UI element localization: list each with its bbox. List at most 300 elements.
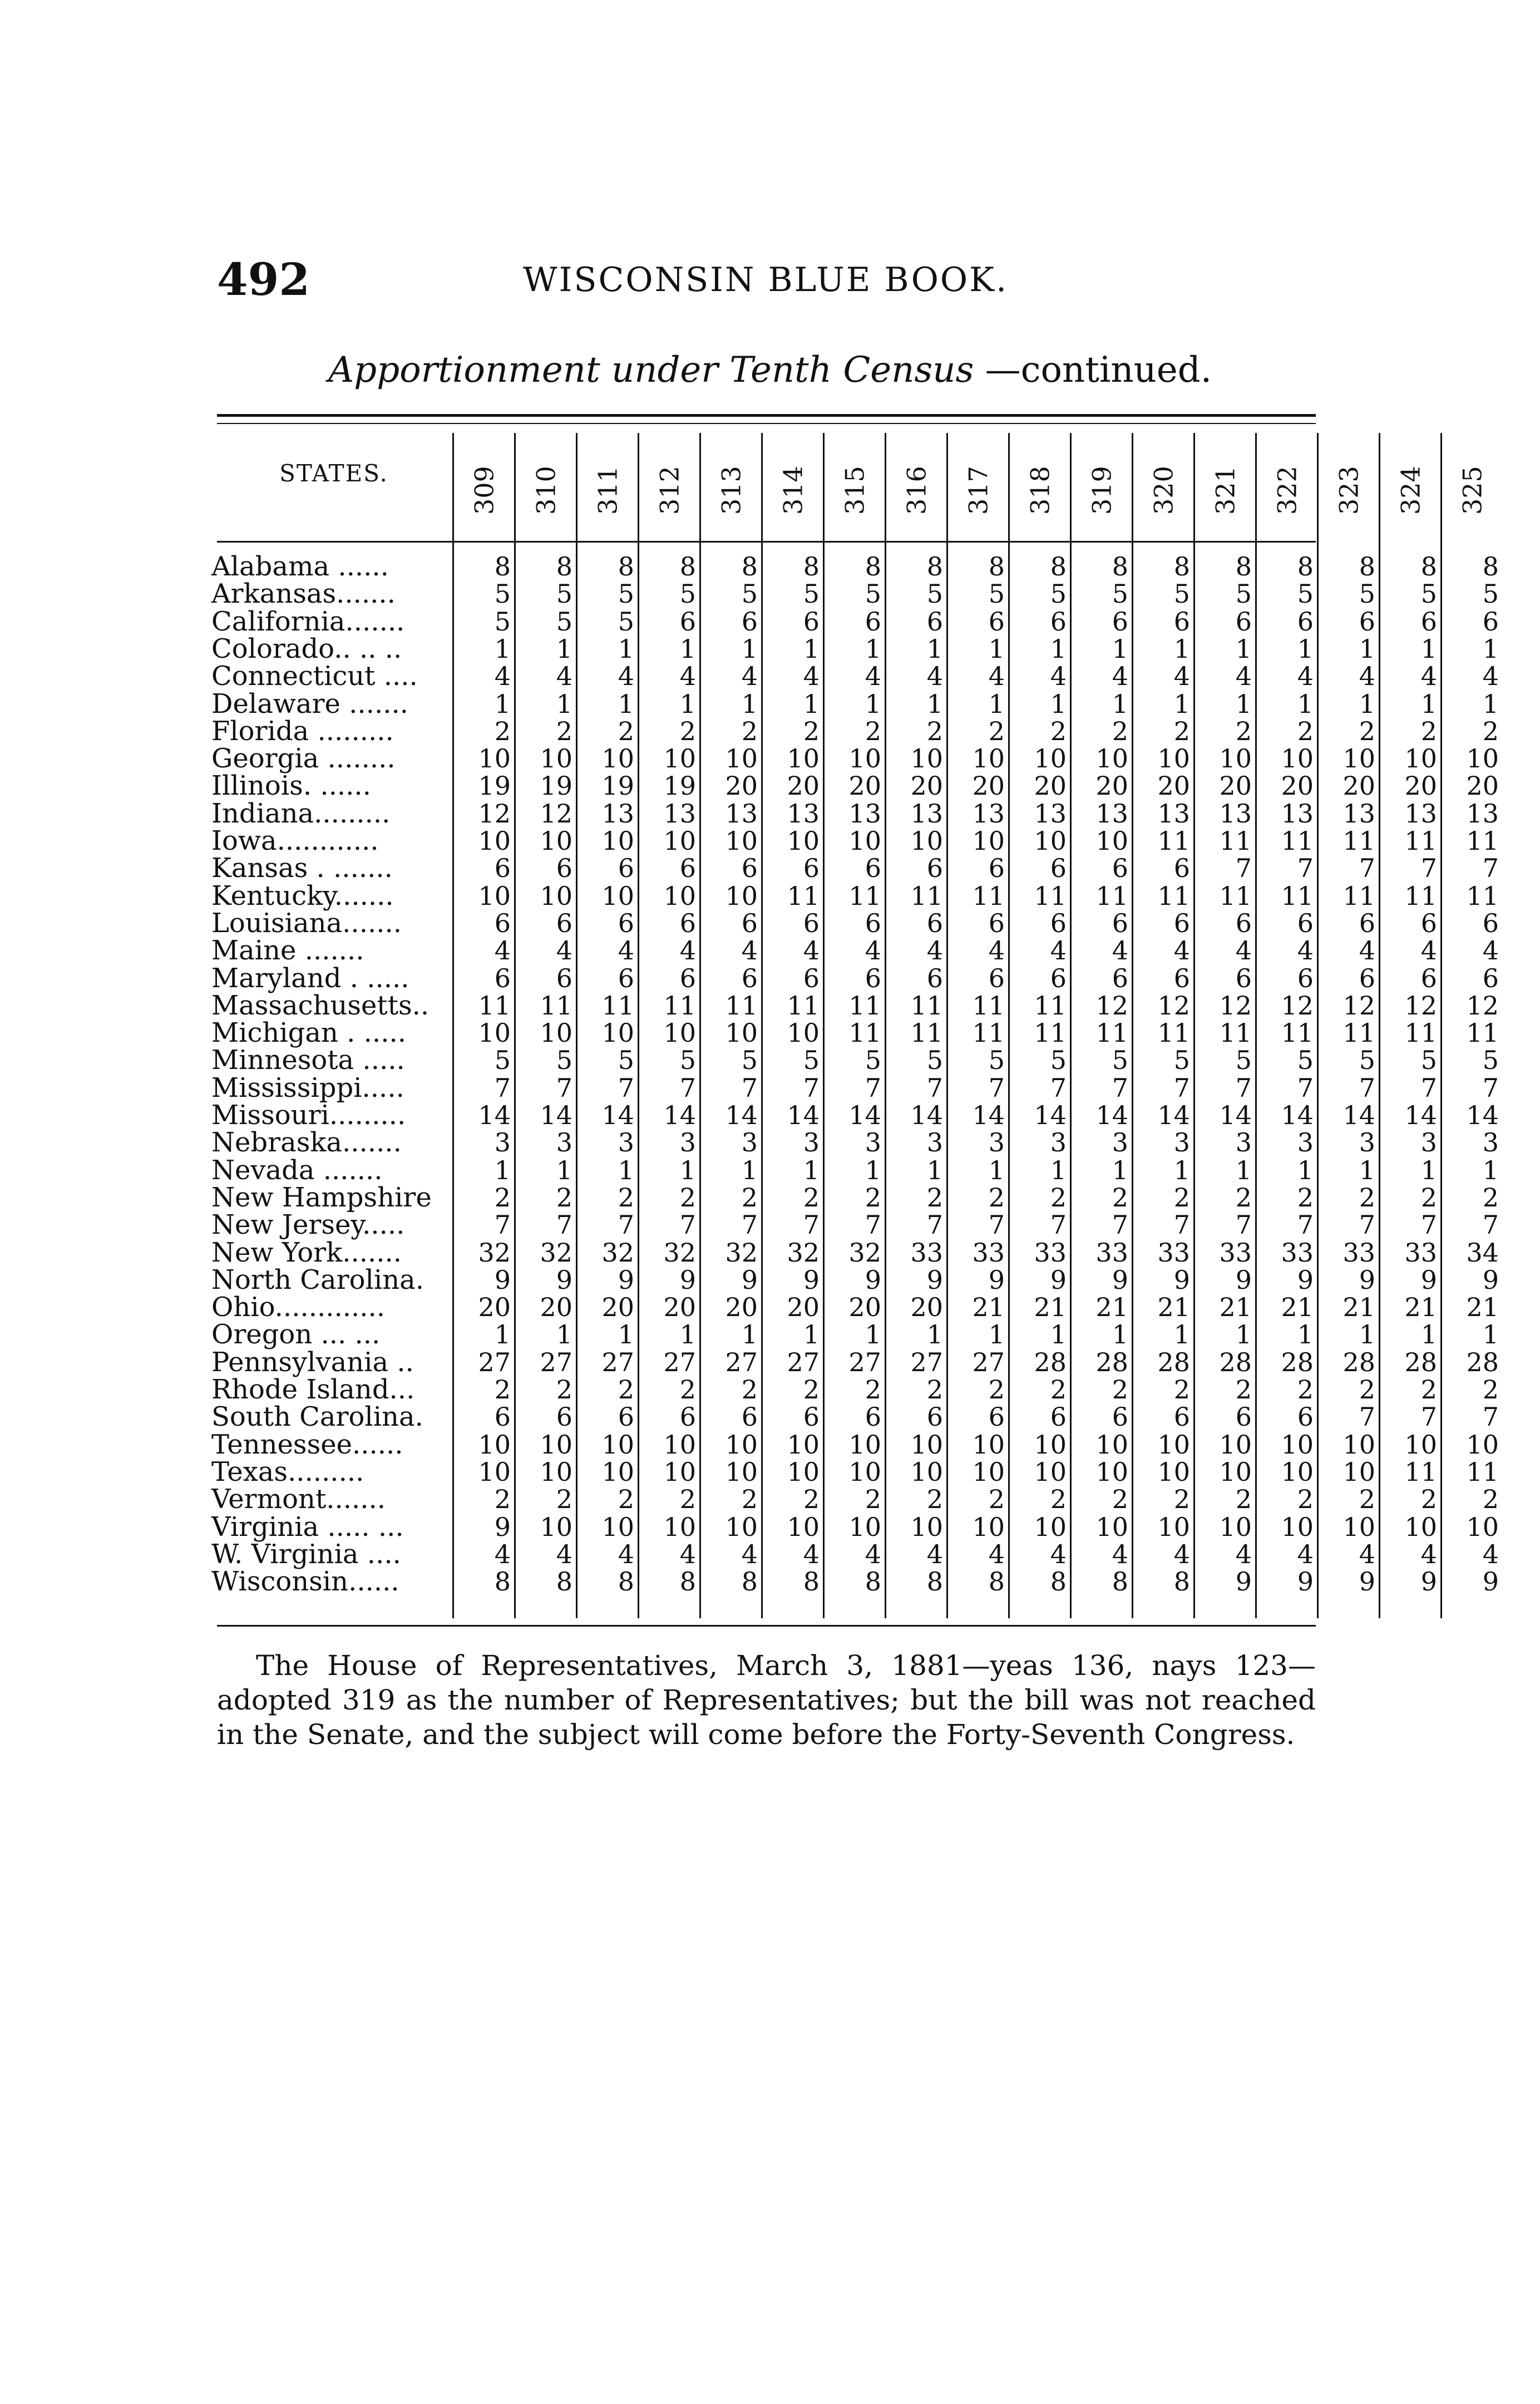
table-cell: 6	[865, 1402, 881, 1432]
table-cell: 6	[988, 908, 1005, 938]
table-cell: 11	[910, 1018, 943, 1048]
table-cell: 14	[540, 1100, 572, 1130]
table-cell: 4	[494, 1539, 511, 1569]
state-name: Wisconsin......	[211, 1566, 399, 1598]
table-cell: 9	[679, 1264, 696, 1295]
table-cell: 6	[618, 1402, 634, 1432]
table-cell: 5	[1235, 579, 1252, 609]
table-cell: 13	[663, 798, 696, 829]
table-cell: 2	[988, 1182, 1005, 1213]
table-cell: 20	[972, 771, 1005, 801]
table-cell: 10	[1404, 1429, 1437, 1460]
table-cell: 10	[601, 1456, 634, 1487]
column-divider	[1193, 433, 1195, 1618]
table-cell: 10	[787, 826, 820, 856]
table-cell: 7	[679, 1072, 696, 1103]
table-cell: 3	[1482, 1127, 1499, 1158]
table-cell: 27	[910, 1347, 943, 1377]
table-cell: 8	[679, 1566, 696, 1597]
table-cell: 14	[910, 1100, 943, 1130]
table-cell: 14	[848, 1100, 881, 1130]
table-cell: 2	[803, 1484, 820, 1515]
table-cell: 6	[494, 908, 511, 938]
table-cell: 11	[1466, 826, 1499, 856]
table-cell: 2	[1482, 1484, 1499, 1515]
table-cell: 14	[1219, 1100, 1252, 1130]
table-cell: 10	[1034, 743, 1067, 774]
table-cell: 2	[494, 1484, 511, 1515]
table-cell: 2	[1359, 1182, 1375, 1213]
table-cell: 1	[1173, 633, 1190, 664]
table-cell: 1	[494, 633, 511, 664]
table-cell: 6	[926, 1402, 943, 1432]
table-cell: 2	[741, 1375, 758, 1405]
table-cell: 10	[972, 1429, 1005, 1460]
table-cell: 2	[741, 1484, 758, 1515]
table-cell: 21	[1157, 1292, 1190, 1323]
table-cell: 3	[1112, 1127, 1128, 1158]
table-cell: 7	[1359, 1210, 1375, 1240]
table-cell: 4	[1359, 661, 1375, 692]
table-cell: 2	[1112, 1375, 1128, 1405]
table-cell: 10	[787, 1456, 820, 1487]
table-cell: 2	[865, 716, 881, 746]
column-header: 312	[654, 466, 685, 515]
table-cell: 7	[1482, 1402, 1499, 1432]
table-cell: 10	[1157, 743, 1190, 774]
table-cell: 1	[1482, 1319, 1499, 1350]
table-cell: 10	[848, 1429, 881, 1460]
table-cell: 13	[1342, 798, 1375, 829]
table-cell: 9	[1173, 1264, 1190, 1295]
table-cell: 8	[556, 1566, 572, 1597]
table-cell: 1	[1482, 688, 1499, 719]
table-cell: 10	[1219, 743, 1252, 774]
table-cell: 2	[494, 1375, 511, 1405]
table-cell: 2	[926, 1484, 943, 1515]
table-cell: 11	[1034, 1018, 1067, 1048]
table-cell: 6	[1173, 853, 1190, 884]
table-cell: 3	[556, 1127, 572, 1158]
table-cell: 10	[910, 1511, 943, 1542]
table-cell: 4	[1112, 1539, 1128, 1569]
table-cell: 2	[865, 1375, 881, 1405]
table-cell: 6	[1482, 963, 1499, 993]
table-cell: 4	[1235, 935, 1252, 966]
table-cell: 11	[910, 880, 943, 911]
table-cell: 6	[926, 853, 943, 884]
table-cell: 4	[494, 935, 511, 966]
table-cell: 6	[494, 1402, 511, 1432]
table-cell: 1	[618, 633, 634, 664]
table-cell: 3	[1173, 1127, 1190, 1158]
table-cell: 9	[1420, 1264, 1437, 1295]
table-cell: 7	[926, 1072, 943, 1103]
table-cell: 11	[1095, 1018, 1128, 1048]
state-name: Maryland . .....	[211, 962, 409, 994]
table-cell: 2	[1297, 1182, 1314, 1213]
state-name: Arkansas.......	[211, 578, 396, 610]
table-cell: 8	[926, 551, 943, 582]
table-cell: 8	[1050, 1566, 1067, 1597]
state-name: Indiana.........	[211, 797, 391, 829]
table-cell: 7	[1420, 1210, 1437, 1240]
table-cell: 33	[1404, 1237, 1437, 1268]
table-cell: 14	[1404, 1100, 1437, 1130]
table-cell: 10	[1034, 1511, 1067, 1542]
table-cell: 6	[679, 606, 696, 637]
table-cell: 3	[1050, 1127, 1067, 1158]
table-cell: 6	[741, 908, 758, 938]
table-cell: 10	[1404, 1511, 1437, 1542]
table-cell: 11	[787, 990, 820, 1021]
table-cell: 1	[1482, 633, 1499, 664]
state-name: Tennessee......	[211, 1428, 403, 1460]
table-cell: 12	[1466, 990, 1499, 1021]
table-cell: 5	[1050, 579, 1067, 609]
table-cell: 1	[988, 633, 1005, 664]
table-cell: 1	[618, 1319, 634, 1350]
table-cell: 4	[1050, 935, 1067, 966]
table-cell: 11	[972, 1018, 1005, 1048]
table-cell: 10	[1095, 826, 1128, 856]
state-name: Oregon ... ...	[211, 1319, 381, 1351]
table-cell: 4	[926, 935, 943, 966]
table-cell: 21	[1034, 1292, 1067, 1323]
table-cell: 11	[1404, 826, 1437, 856]
table-cell: 7	[1297, 853, 1314, 884]
table-cell: 5	[1173, 1045, 1190, 1076]
table-cell: 8	[556, 551, 572, 582]
table-cell: 10	[1342, 1511, 1375, 1542]
table-cell: 4	[1359, 935, 1375, 966]
table-cell: 10	[1095, 1511, 1128, 1542]
table-cell: 20	[1404, 771, 1437, 801]
table-cell: 11	[601, 990, 634, 1021]
table-cell: 6	[1359, 606, 1375, 637]
table-cell: 7	[1359, 853, 1375, 884]
state-name: New Jersey.....	[211, 1209, 405, 1241]
table-cell: 10	[1466, 743, 1499, 774]
table-cell: 6	[1297, 908, 1314, 938]
table-cell: 9	[1420, 1566, 1437, 1597]
table-cell: 10	[478, 1456, 511, 1487]
table-cell: 4	[1297, 935, 1314, 966]
table-cell: 11	[848, 1018, 881, 1048]
table-cell: 10	[601, 1018, 634, 1048]
table-cell: 1	[1420, 1155, 1437, 1185]
table-cell: 11	[972, 880, 1005, 911]
table-cell: 27	[725, 1347, 758, 1377]
table-cell: 4	[988, 661, 1005, 692]
column-header: 309	[469, 466, 500, 515]
table-cell: 32	[540, 1237, 572, 1268]
table-cell: 1	[1235, 1319, 1252, 1350]
table-cell: 11	[1466, 880, 1499, 911]
table-cell: 6	[741, 853, 758, 884]
table-cell: 4	[1482, 1539, 1499, 1569]
table-cell: 4	[865, 661, 881, 692]
table-cell: 11	[1219, 880, 1252, 911]
table-cell: 1	[1420, 688, 1437, 719]
table-cell: 10	[601, 1429, 634, 1460]
table-cell: 14	[1281, 1100, 1314, 1130]
table-cell: 10	[1281, 1511, 1314, 1542]
table-cell: 14	[725, 1100, 758, 1130]
table-cell: 2	[741, 716, 758, 746]
table-cell: 6	[1420, 908, 1437, 938]
table-cell: 10	[1034, 1456, 1067, 1487]
table-cell: 3	[679, 1127, 696, 1158]
table-cell: 4	[803, 1539, 820, 1569]
table-cell: 12	[1219, 990, 1252, 1021]
table-cell: 2	[926, 1182, 943, 1213]
table-cell: 8	[741, 551, 758, 582]
column-header: 310	[531, 466, 561, 515]
table-cell: 4	[741, 935, 758, 966]
table-cell: 2	[1050, 1182, 1067, 1213]
table-cell: 6	[1420, 606, 1437, 637]
table-cell: 11	[1219, 826, 1252, 856]
table-cell: 6	[679, 963, 696, 993]
state-name: North Carolina.	[211, 1264, 424, 1295]
table-cell: 7	[865, 1072, 881, 1103]
table-cell: 2	[1235, 716, 1252, 746]
table-cell: 11	[787, 880, 820, 911]
table-cell: 7	[803, 1072, 820, 1103]
table-cell: 1	[1359, 1319, 1375, 1350]
table-cell: 6	[618, 963, 634, 993]
table-cell: 2	[1482, 1375, 1499, 1405]
table-cell: 4	[679, 1539, 696, 1569]
table-cell: 11	[1404, 1456, 1437, 1487]
table-cell: 10	[787, 743, 820, 774]
state-name: Rhode Island...	[211, 1374, 415, 1405]
table-cell: 5	[741, 1045, 758, 1076]
state-name: South Carolina.	[211, 1401, 423, 1433]
table-cell: 19	[663, 771, 696, 801]
table-cell: 1	[1112, 1319, 1128, 1350]
table-cell: 4	[1482, 661, 1499, 692]
table-cell: 13	[601, 798, 634, 829]
column-header: 315	[840, 466, 870, 515]
table-cell: 5	[1359, 579, 1375, 609]
table-cell: 20	[601, 1292, 634, 1323]
table-cell: 8	[494, 551, 511, 582]
table-cell: 4	[1173, 1539, 1190, 1569]
table-cell: 4	[1112, 661, 1128, 692]
table-cell: 4	[865, 935, 881, 966]
table-cell: 20	[1281, 771, 1314, 801]
table-cell: 2	[1420, 1484, 1437, 1515]
table-cell: 2	[1420, 716, 1437, 746]
column-header: 317	[963, 466, 994, 515]
column-divider	[452, 433, 454, 1618]
table-cell: 21	[1219, 1292, 1252, 1323]
table-cell: 12	[1157, 990, 1190, 1021]
table-cell: 33	[1034, 1237, 1067, 1268]
table-cell: 2	[618, 1182, 634, 1213]
table-cell: 10	[540, 1456, 572, 1487]
table-cell: 7	[556, 1072, 572, 1103]
table-cell: 6	[1359, 908, 1375, 938]
table-cell: 13	[1095, 798, 1128, 829]
table-cell: 10	[663, 1429, 696, 1460]
table-cell: 1	[1235, 1155, 1252, 1185]
table-cell: 10	[663, 880, 696, 911]
table-cell: 1	[494, 688, 511, 719]
table-cell: 20	[910, 1292, 943, 1323]
table-cell: 13	[1466, 798, 1499, 829]
table-cell: 10	[972, 743, 1005, 774]
table-cell: 4	[618, 661, 634, 692]
table-cell: 10	[1466, 1429, 1499, 1460]
table-cell: 1	[988, 1155, 1005, 1185]
table-cell: 10	[910, 1456, 943, 1487]
column-header: 322	[1272, 466, 1302, 515]
table-cell: 7	[1420, 1402, 1437, 1432]
table-cell: 11	[910, 990, 943, 1021]
table-cell: 10	[848, 743, 881, 774]
table-cell: 10	[478, 743, 511, 774]
table-cell: 2	[494, 716, 511, 746]
table-cell: 27	[601, 1347, 634, 1377]
table-cell: 8	[618, 1566, 634, 1597]
table-cell: 10	[1219, 1456, 1252, 1487]
table-cell: 2	[556, 1182, 572, 1213]
table-cell: 5	[556, 579, 572, 609]
table-cell: 5	[865, 1045, 881, 1076]
table-cell: 2	[679, 1375, 696, 1405]
table-cell: 5	[1112, 1045, 1128, 1076]
table-cell: 14	[601, 1100, 634, 1130]
table-cell: 1	[618, 688, 634, 719]
table-cell: 2	[988, 1484, 1005, 1515]
table-cell: 8	[988, 1566, 1005, 1597]
table-cell: 10	[540, 1429, 572, 1460]
table-cell: 13	[972, 798, 1005, 829]
table-cell: 8	[1112, 551, 1128, 582]
state-name: Iowa............	[211, 825, 379, 856]
table-cell: 1	[1359, 1155, 1375, 1185]
table-cell: 7	[494, 1072, 511, 1103]
table-cell: 8	[865, 551, 881, 582]
table-cell: 6	[1297, 606, 1314, 637]
table-cell: 2	[1050, 716, 1067, 746]
table-cell: 33	[1281, 1237, 1314, 1268]
table-cell: 6	[1112, 908, 1128, 938]
table-cell: 11	[1034, 880, 1067, 911]
table-cell: 10	[1157, 1511, 1190, 1542]
state-name: New York.......	[211, 1237, 402, 1268]
table-cell: 11	[1219, 1018, 1252, 1048]
table-cell: 6	[556, 1402, 572, 1432]
table-cell: 6	[865, 606, 881, 637]
table-cell: 20	[663, 1292, 696, 1323]
table-cell: 6	[1173, 963, 1190, 993]
state-name: Virginia ..... ...	[211, 1511, 404, 1543]
table-cell: 6	[556, 853, 572, 884]
table-cell: 6	[1050, 963, 1067, 993]
table-cell: 20	[910, 771, 943, 801]
table-cell: 2	[1235, 1375, 1252, 1405]
state-name: Alabama ......	[211, 551, 389, 582]
table-cell: 2	[1112, 1182, 1128, 1213]
table-cell: 7	[494, 1210, 511, 1240]
table-cell: 13	[910, 798, 943, 829]
table-cell: 8	[803, 1566, 820, 1597]
table-cell: 4	[1297, 661, 1314, 692]
table-cell: 1	[556, 688, 572, 719]
column-divider	[638, 433, 639, 1618]
table-cell: 9	[556, 1264, 572, 1295]
table-cell: 11	[725, 990, 758, 1021]
table-cell: 2	[865, 1484, 881, 1515]
table-cell: 10	[787, 1511, 820, 1542]
table-cell: 20	[1157, 771, 1190, 801]
top-rule-thick	[217, 414, 1316, 417]
table-cell: 4	[926, 661, 943, 692]
table-cell: 10	[1034, 1429, 1067, 1460]
table-cell: 20	[787, 771, 820, 801]
table-cell: 6	[1050, 853, 1067, 884]
table-cell: 5	[494, 606, 511, 637]
table-cell: 1	[926, 633, 943, 664]
table-cell: 2	[1297, 1484, 1314, 1515]
table-cell: 2	[1173, 716, 1190, 746]
table-cell: 5	[1050, 1045, 1067, 1076]
table-cell: 12	[1404, 990, 1437, 1021]
table-cell: 7	[1173, 1072, 1190, 1103]
table-cell: 4	[1235, 661, 1252, 692]
table-cell: 5	[1112, 579, 1128, 609]
table-cell: 20	[725, 771, 758, 801]
table-cell: 2	[1359, 716, 1375, 746]
table-cell: 10	[1281, 1429, 1314, 1460]
column-header: 314	[778, 466, 808, 515]
table-cell: 9	[1359, 1264, 1375, 1295]
table-cell: 28	[1157, 1347, 1190, 1377]
table-cell: 6	[494, 963, 511, 993]
table-cell: 10	[972, 826, 1005, 856]
table-cell: 11	[972, 990, 1005, 1021]
column-divider	[1070, 433, 1072, 1618]
table-cell: 10	[1281, 1456, 1314, 1487]
table-cell: 8	[926, 1566, 943, 1597]
page-number: 492	[217, 253, 310, 306]
table-cell: 6	[741, 963, 758, 993]
table-cell: 7	[1359, 1072, 1375, 1103]
table-cell: 10	[1404, 743, 1437, 774]
state-name: Maine .......	[211, 935, 364, 967]
table-cell: 9	[1482, 1566, 1499, 1597]
table-cell: 1	[865, 1319, 881, 1350]
table-cell: 4	[1482, 935, 1499, 966]
table-cell: 1	[988, 688, 1005, 719]
table-cell: 2	[988, 716, 1005, 746]
table-cell: 14	[478, 1100, 511, 1130]
table-cell: 32	[848, 1237, 881, 1268]
table-cell: 11	[1404, 880, 1437, 911]
table-cell: 11	[848, 990, 881, 1021]
table-cell: 4	[1050, 1539, 1067, 1569]
table-cell: 20	[848, 1292, 881, 1323]
column-header: 316	[901, 466, 932, 515]
table-cell: 1	[926, 1319, 943, 1350]
table-cell: 21	[1466, 1292, 1499, 1323]
table-cell: 4	[556, 661, 572, 692]
table-cell: 1	[1420, 633, 1437, 664]
